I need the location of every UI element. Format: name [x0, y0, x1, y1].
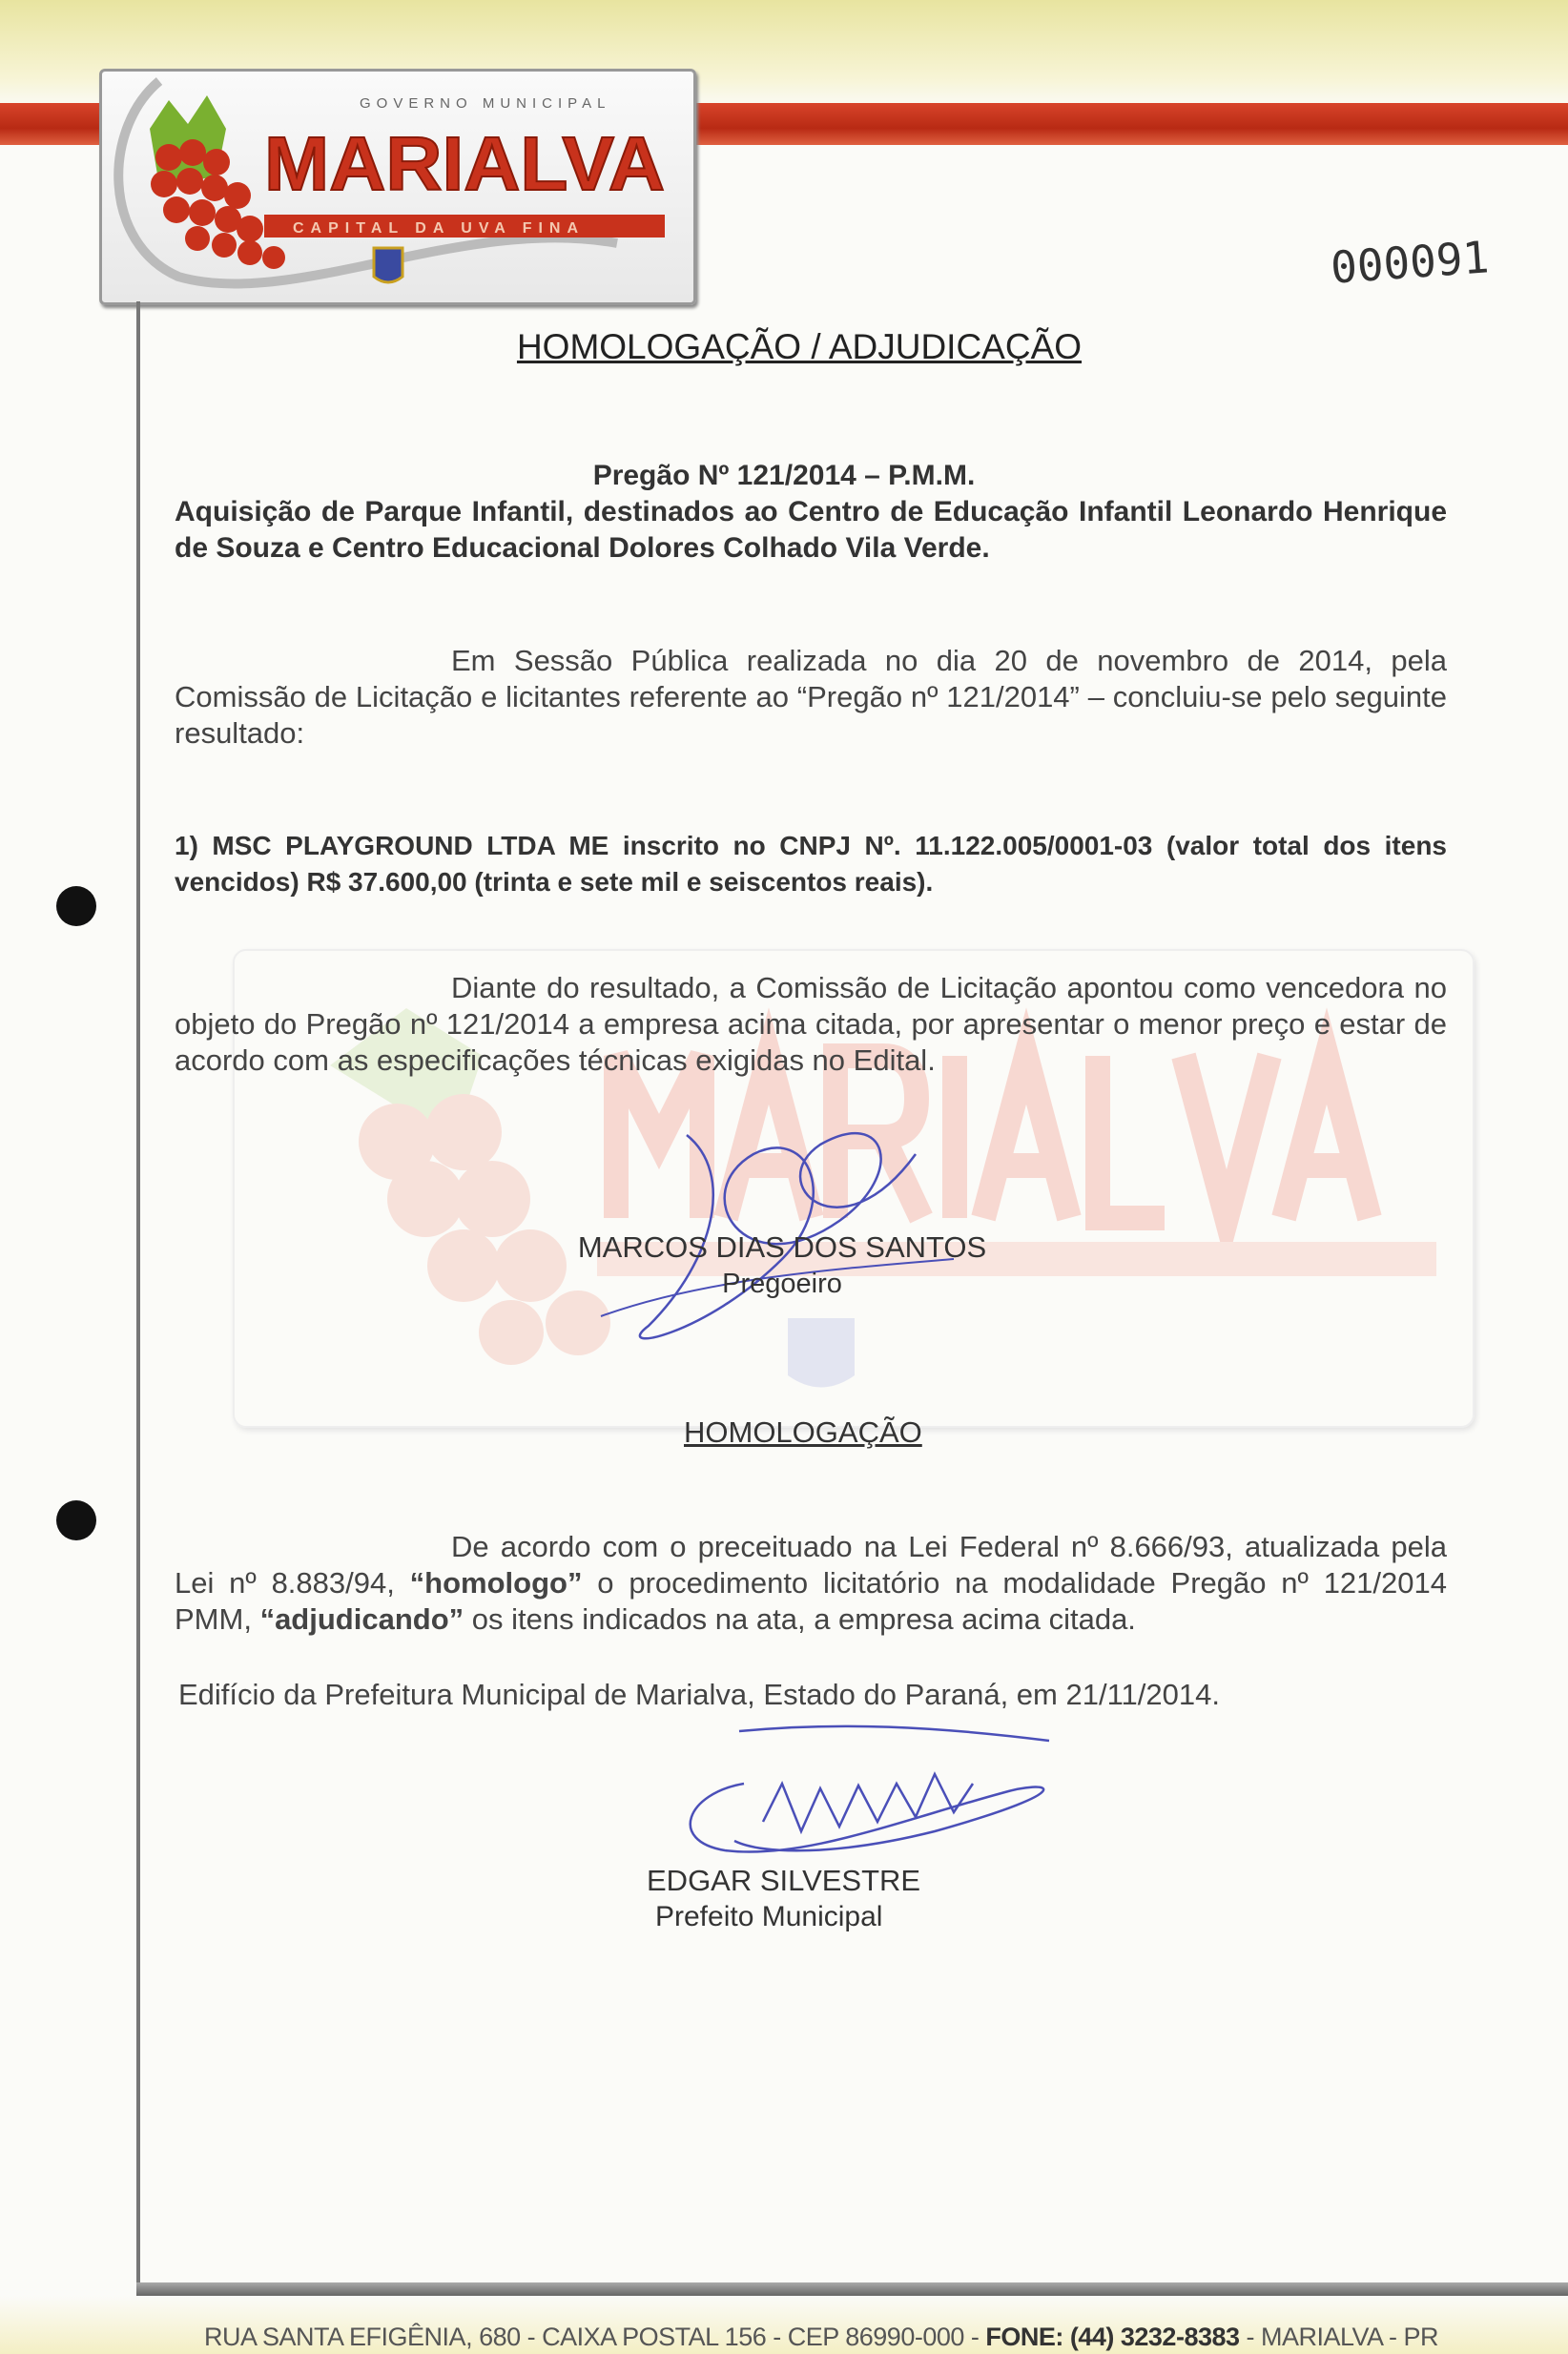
logo-tagline: CAPITAL DA UVA FINA	[293, 220, 586, 237]
punch-hole	[56, 1500, 96, 1540]
bottom-border-bar	[136, 2282, 1568, 2296]
homologo-term: “homologo”	[409, 1566, 583, 1600]
homologacao-heading: HOMOLOGAÇÃO	[684, 1415, 922, 1449]
document-title-text: HOMOLOGAÇÃO / ADJUDICAÇÃO	[516, 327, 1083, 366]
document-title	[0, 327, 1568, 367]
paragraph-session: Em Sessão Pública realizada no dia 20 de novembro de 2014, pela Comissão de Licitação e licitantes referente ao “Pregão nº 121/2014” – concluiu-se pelo seguinte resultado:	[175, 644, 1447, 750]
signer-name-pregoeiro: MARCOS DIAS DOS SANTOS	[577, 1230, 987, 1264]
page-number: 000091	[1329, 231, 1491, 294]
left-border-line	[136, 301, 140, 2291]
logo-top-text: GOVERNO MUNICIPAL	[360, 95, 611, 112]
adjudicando-term: “adjudicando”	[259, 1602, 464, 1636]
pregao-number: Pregão Nº 121/2014 – P.M.M.	[592, 460, 976, 491]
signer-name-prefeito: EDGAR SILVESTRE	[647, 1864, 921, 1897]
paragraph-homologacao	[175, 1529, 1447, 1638]
place-date: Edifício da Prefeitura Municipal de Marialva, Estado do Paraná, em 21/11/2014.	[178, 1678, 1220, 1711]
footer-city: - MARIALVA - PR	[1239, 2323, 1439, 2351]
homologacao-text: De acordo com o preceituado na Lei Federal nº 8.666/93, atualizada pela Lei nº 8.883/94,	[175, 1530, 1447, 1600]
homologacao-text: os itens indicados na ata, a empresa acima citada.	[464, 1602, 1136, 1636]
footer-address	[204, 2323, 1438, 2352]
punch-hole	[56, 886, 96, 926]
signature-prefeito	[649, 1717, 1106, 1860]
subject-description: Aquisição de Parque Infantil, destinados ao Centro de Educação Infantil Leonardo Henrique de Souza e Centro Educacional Dolores Colhado Vila Verde.	[175, 496, 1447, 564]
footer-phone: FONE: (44) 3232-8383	[985, 2323, 1240, 2351]
result-item: 1) MSC PLAYGROUND LTDA ME inscrito no CNPJ Nº. 11.122.005/0001-03 (valor total dos itens vencidos) R$ 37.600,00 (trinta e sete mil e seiscentos reais).	[175, 831, 1447, 897]
signer-role-prefeito: Prefeito Municipal	[655, 1901, 883, 1932]
paragraph-winner: Diante do resultado, a Comissão de Licitação apontou como vencedora no objeto do Pregão nº 121/2014 a empresa acima citada, por apresentar o menor preço e estar de acordo com as especificações técnicas exigidas no Edital.	[175, 971, 1447, 1077]
marialva-logo	[99, 69, 696, 305]
homologacao-text: o procedimento licitatório na modalidade Pregão nº 121/2014 PMM,	[175, 1566, 1447, 1636]
signer-role-pregoeiro: Pregoeiro	[722, 1269, 842, 1299]
logo-name: MARIALVA	[264, 121, 665, 206]
footer-address-text: RUA SANTA EFIGÊNIA, 680 - CAIXA POSTAL 156 - CEP 86990-000 -	[204, 2323, 986, 2351]
